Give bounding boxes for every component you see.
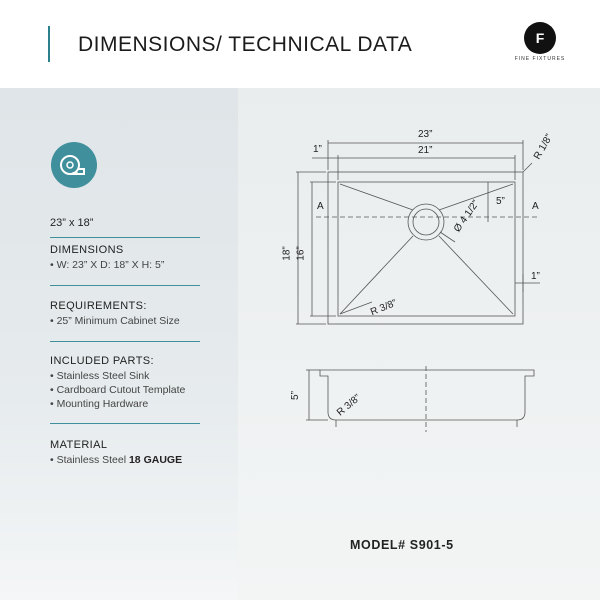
section-marker-left: A: [317, 201, 324, 212]
material-gauge: 18 GAUGE: [128, 454, 183, 466]
dim-drain-diameter: Ø 4 1/2”: [452, 198, 482, 235]
dimensions-heading: DIMENSIONS: [50, 244, 124, 256]
dim-depth-outer: 18”: [281, 246, 293, 261]
size-summary: 23” x 18”: [50, 217, 94, 229]
dim-section-radius: R 3/8”: [335, 392, 363, 419]
dim-corner-radius: R 1/8”: [532, 132, 556, 162]
material-prefix: • Stainless Steel: [50, 454, 129, 466]
drain-inner: [413, 209, 439, 235]
dim-flange-bottom: 1”: [531, 271, 540, 282]
sink-outer-rim: [328, 172, 523, 324]
section-marker-right: A: [532, 201, 539, 212]
dim-drain-offset: 5”: [496, 196, 505, 207]
requirements-text: • 25” Minimum Cabinet Size: [50, 315, 180, 327]
dim-flange-top: 1”: [313, 144, 322, 155]
sink-inner-bowl: [338, 182, 515, 319]
included-parts-heading: INCLUDED PARTS:: [50, 355, 155, 367]
page-title: DIMENSIONS/ TECHNICAL DATA: [78, 33, 413, 56]
dim-depth-inner: 16”: [295, 246, 307, 261]
dim-width-inner: 21”: [418, 145, 433, 156]
included-item: • Stainless Steel Sink: [50, 370, 150, 382]
dim-height: 5”: [289, 391, 301, 400]
dimensions-text: • W: 23” X D: 18” X H: 5”: [50, 259, 165, 271]
dim-inner-radius: R 3/8”: [369, 297, 399, 319]
requirements-heading: REQUIREMENTS:: [50, 300, 147, 312]
material-heading: MATERIAL: [50, 439, 108, 451]
dim-width-outer: 23”: [418, 129, 433, 140]
included-item: • Cardboard Cutout Template: [50, 384, 186, 396]
brand-name: FINE FIXTURES: [514, 56, 566, 62]
included-item: • Mounting Hardware: [50, 398, 149, 410]
model-number: MODEL# S901-5: [350, 538, 454, 552]
brand-logo: F: [524, 22, 556, 54]
